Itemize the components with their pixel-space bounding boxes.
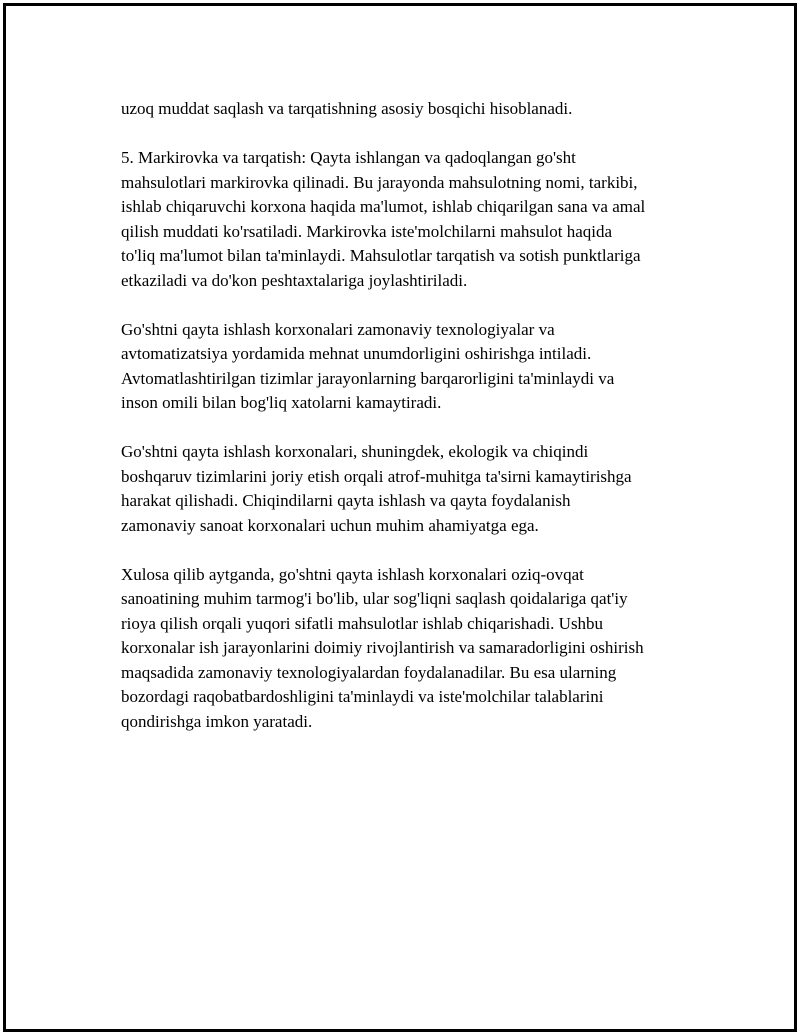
paragraph-line: zamonaviy sanoat korxonalari uchun muhim ahamiyatga ega. xyxy=(121,515,539,535)
paragraph-line: mahsulotlari markirovka qilinadi. Bu jarayonda mahsulotning nomi, tarkibi, xyxy=(121,172,638,192)
paragraph-line: ishlab chiqaruvchi korxona haqida ma'lumot, ishlab chiqarilgan sana va amal xyxy=(121,197,646,216)
paragraph-line: etkaziladi va do'kon peshtaxtalariga joylashtiriladi. xyxy=(121,270,468,290)
paragraph-line: bozordagi raqobatbardoshligini ta'minlaydi va iste'molchilar talablarini xyxy=(121,687,604,706)
document-body xyxy=(121,97,701,759)
paragraph-line: inson omili bilan bog'liq xatolarni kamaytiradi. xyxy=(121,393,442,412)
paragraph-line: maqsadida zamonaviy texnologiyalardan foydalanadilar. Bu esa ularning xyxy=(121,662,617,682)
paragraph-line: Avtomatlashtirilgan tizimlar jarayonlarning barqarorligini ta'minlaydi va xyxy=(121,368,615,388)
paragraph-line: qilish muddati ko'rsatiladi. Markirovka iste'molchilarni mahsulot haqida xyxy=(121,221,613,241)
paragraph-line: avtomatizatsiya yordamida mehnat unumdorligini oshirishga intiladi. xyxy=(121,344,592,363)
paragraph-ecology-waste xyxy=(121,440,701,538)
document-page xyxy=(3,3,797,1032)
paragraph-line: to'liq ma'lumot bilan ta'minlaydi. Mahsulotlar tarqatish va sotish punktlariga xyxy=(121,246,641,265)
paragraph-line: 5. Markirovka va tarqatish: Qayta ishlangan va qadoqlangan go'sht xyxy=(121,148,576,167)
paragraph-line: boshqaruv tizimlarini joriy etish orqali atrof-muhitga ta'sirni kamaytirishga xyxy=(121,466,632,486)
paragraph-automation xyxy=(121,318,701,416)
paragraph-storage-intro xyxy=(121,97,701,122)
paragraph-line: korxonalar ish jarayonlarini doimiy rivojlantirish va samaradorligini oshirish xyxy=(121,638,644,657)
paragraph-conclusion xyxy=(121,563,701,735)
paragraph-line: sanoatining muhim tarmog'i bo'lib, ular sog'liqni saqlash qoidalariga qat'iy xyxy=(121,589,628,608)
paragraph-line: Xulosa qilib aytganda, go'shtni qayta ishlash korxonalari oziq-ovqat xyxy=(121,564,584,584)
paragraph-labeling-distribution xyxy=(121,146,701,293)
paragraph-line: Go'shtni qayta ishlash korxonalari zamonaviy texnologiyalar va xyxy=(121,319,555,339)
paragraph-line: uzoq muddat saqlash va tarqatishning asosiy bosqichi hisoblanadi. xyxy=(121,99,573,118)
paragraph-line: harakat qilishadi. Chiqindilarni qayta ishlash va qayta foydalanish xyxy=(121,491,571,510)
paragraph-line: qondirishga imkon yaratadi. xyxy=(121,711,313,731)
paragraph-line: Go'shtni qayta ishlash korxonalari, shuningdek, ekologik va chiqindi xyxy=(121,442,589,461)
paragraph-line: rioya qilish orqali yuqori sifatli mahsulotlar ishlab chiqarishadi. Ushbu xyxy=(121,613,604,633)
